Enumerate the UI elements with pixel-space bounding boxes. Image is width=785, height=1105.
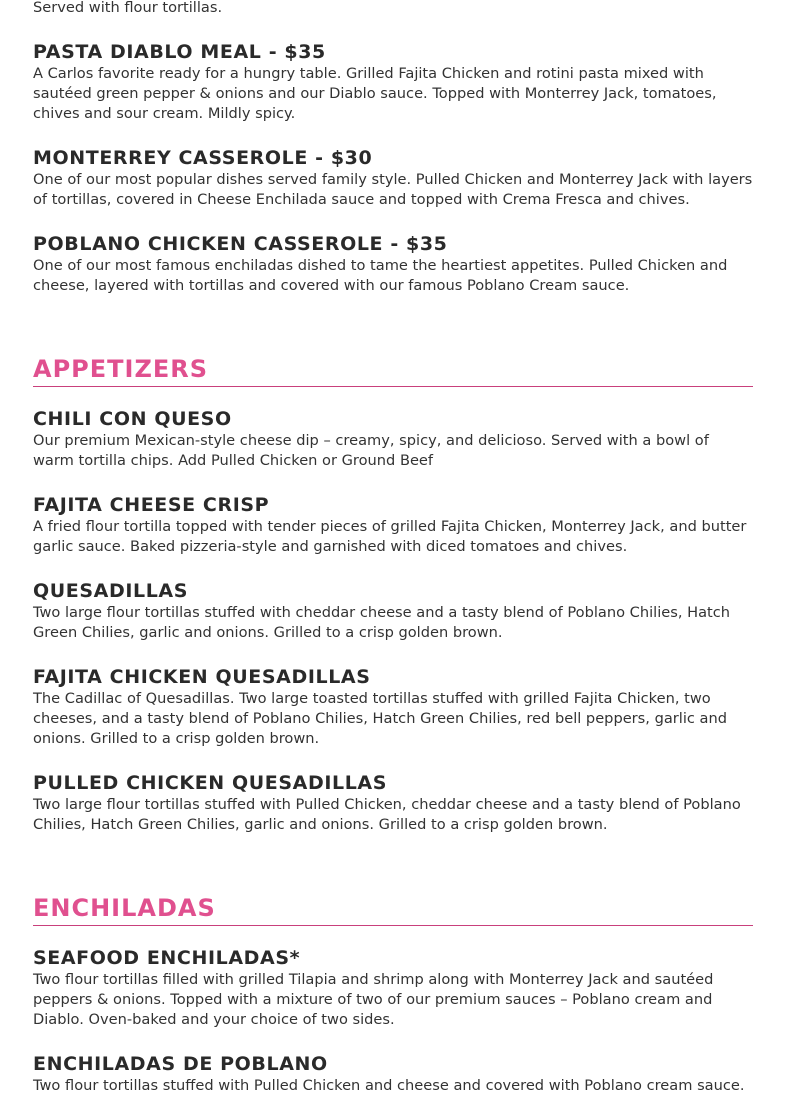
menu-item [33, 232, 753, 296]
menu-item [33, 40, 753, 124]
menu-item-description: Served with flour tortillas. [33, 0, 223, 16]
menu-item [33, 771, 753, 835]
menu-item-description: The Cadillac of Quesadillas. Two large toasted tortillas stuffed with grilled Fajita Chicken, two cheeses, and a tasty blend of Poblano Chilies, Hatch Green Chilies, red bell peppers, garlic and onions. Grilled to a crisp golden brown. [33, 690, 728, 747]
menu-item-title: PULLED CHICKEN QUESADILLAS [33, 772, 388, 794]
menu-item-title: QUESADILLAS [33, 580, 188, 602]
menu-item [33, 665, 753, 749]
menu-item-description: Two large flour tortillas stuffed with Pulled Chicken, cheddar cheese and a tasty blend of Poblano Chilies, Hatch Green Chilies, garlic and onions. Grilled to a crisp golden brown. [33, 796, 741, 833]
menu-item-title: FAJITA CHEESE CRISP [33, 494, 270, 516]
menu-item-title: POBLANO CHICKEN CASSEROLE - $35 [33, 233, 448, 255]
menu-item-description: Two flour tortillas stuffed with Pulled Chicken and cheese and covered with Poblano cream sauce. [33, 1077, 745, 1094]
menu-item-title: CHILI CON QUESO [33, 408, 232, 430]
menu-item [33, 579, 753, 643]
section-heading-enchiladas: ENCHILADAS [33, 893, 753, 926]
menu-item-title: SEAFOOD ENCHILADAS* [33, 947, 301, 969]
menu-item-description: Two flour tortillas filled with grilled Tilapia and shrimp along with Monterrey Jack and sautéed peppers & onions. Topped with a mixture of two of our premium sauces – Poblano cream and Diablo. Oven-baked and your choice of two sides. [33, 971, 714, 1028]
menu-page [33, 0, 753, 1096]
menu-item-description: Two large flour tortillas stuffed with cheddar cheese and a tasty blend of Poblano Chilies, Hatch Green Chilies, garlic and onions. Grilled to a crisp golden brown. [33, 604, 731, 641]
menu-item [33, 146, 753, 210]
menu-item-title: PASTA DIABLO MEAL - $35 [33, 41, 326, 63]
menu-item-title: FAJITA CHICKEN QUESADILLAS [33, 666, 371, 688]
section-heading-appetizers: APPETIZERS [33, 354, 753, 387]
menu-item-description: A fried flour tortilla topped with tender pieces of grilled Fajita Chicken, Monterrey Jack, and butter garlic sauce. Baked pizzeria-style and garnished with diced tomatoes and chives. [33, 518, 747, 555]
menu-item [33, 946, 753, 1030]
menu-item-description: Our premium Mexican-style cheese dip – creamy, spicy, and delicioso. Served with a bowl of warm tortilla chips. Add Pulled Chicken or Ground Beef [33, 432, 709, 469]
menu-item [33, 493, 753, 557]
menu-item-description: One of our most popular dishes served family style. Pulled Chicken and Monterrey Jack with layers of tortillas, covered in Cheese Enchilada sauce and topped with Crema Fresca and chives. [33, 171, 753, 208]
menu-item-title: MONTERREY CASSEROLE - $30 [33, 147, 373, 169]
menu-item [33, 407, 753, 471]
menu-item [33, 1052, 753, 1096]
menu-item-description: One of our most famous enchiladas dished to tame the heartiest appetites. Pulled Chicken and cheese, layered with tortillas and covered with our famous Poblano Cream sauce. [33, 257, 728, 294]
menu-item-title: ENCHILADAS DE POBLANO [33, 1053, 328, 1075]
menu-item-description: A Carlos favorite ready for a hungry table. Grilled Fajita Chicken and rotini pasta mixed with sautéed green pepper & onions and our Diablo sauce. Topped with Monterrey Jack, tomatoes, chives and sour cream. Mildly spicy. [33, 65, 717, 122]
